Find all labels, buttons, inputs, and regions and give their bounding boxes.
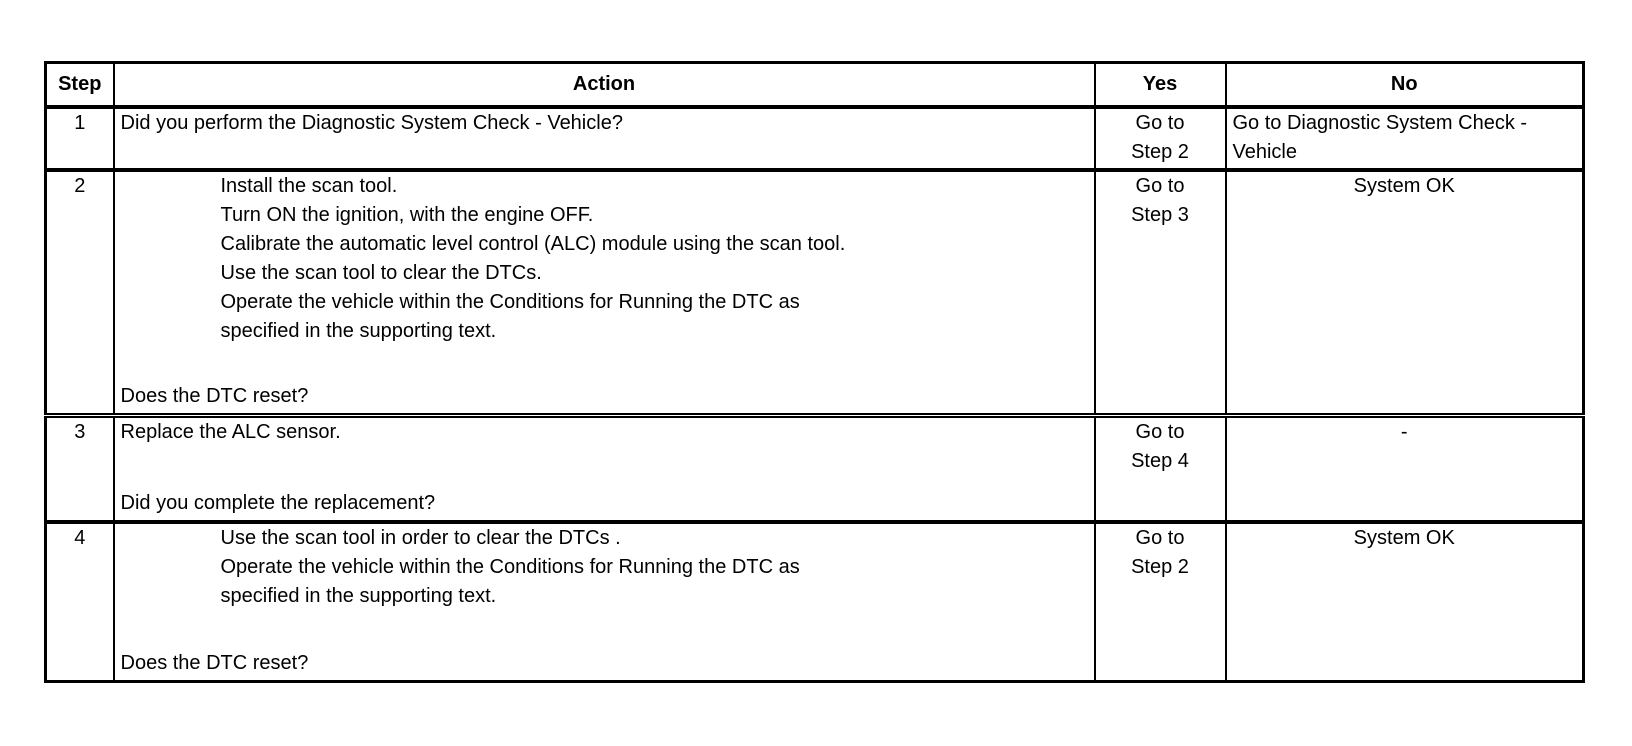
action-cell <box>114 522 1095 682</box>
action-item: Calibrate the automatic level control (ALC) module using the scan tool. <box>220 233 846 255</box>
no-cell: System OK <box>1226 170 1584 416</box>
action-item: Use the scan tool in order to clear the DTCs . <box>220 527 621 549</box>
yes-cell <box>1095 107 1226 170</box>
action-item: Operate the vehicle within the Conditions for Running the DTC as <box>220 291 800 313</box>
yes-line: Go to <box>1135 527 1185 549</box>
action-item: Operate the vehicle within the Conditions for Running the DTC as <box>220 556 800 578</box>
table-row <box>46 170 1584 416</box>
action-cell <box>114 107 1095 170</box>
action-question: Did you perform the Diagnostic System Check - Vehicle? <box>120 112 623 134</box>
step-number: 2 <box>46 170 114 416</box>
no-cell: - <box>1226 416 1584 523</box>
yes-line: Step 4 <box>1131 450 1189 472</box>
yes-line: Step 2 <box>1131 141 1189 163</box>
yes-cell <box>1095 170 1226 416</box>
yes-line: Go to <box>1135 421 1185 443</box>
no-line: Vehicle <box>1232 141 1297 163</box>
header-step: Step <box>46 63 114 108</box>
action-cell <box>114 416 1095 523</box>
step-number: 1 <box>46 107 114 170</box>
action-cell <box>114 170 1095 416</box>
table-row <box>46 416 1584 523</box>
yes-cell <box>1095 416 1226 523</box>
header-yes: Yes <box>1095 63 1226 108</box>
action-text: Replace the ALC sensor. <box>120 421 341 443</box>
diagnostic-table <box>44 61 1585 683</box>
action-list <box>121 524 1088 611</box>
action-item: Install the scan tool. <box>220 175 398 197</box>
action-question: Does the DTC reset? <box>120 652 309 674</box>
no-line: Go to Diagnostic System Check - <box>1232 112 1528 134</box>
table-row <box>46 107 1584 170</box>
yes-line: Step 3 <box>1131 204 1189 226</box>
action-item: specified in the supporting text. <box>220 320 497 342</box>
table-row <box>46 522 1584 682</box>
no-cell <box>1226 107 1584 170</box>
yes-cell <box>1095 522 1226 682</box>
header-row <box>46 63 1584 108</box>
header-no: No <box>1226 63 1584 108</box>
no-cell: System OK <box>1226 522 1584 682</box>
yes-line: Step 2 <box>1131 556 1189 578</box>
action-question: Did you complete the replacement? <box>120 492 436 514</box>
step-number: 3 <box>46 416 114 523</box>
header-action: Action <box>114 63 1095 108</box>
action-item: Turn ON the ignition, with the engine OFF. <box>220 204 594 226</box>
action-question: Does the DTC reset? <box>120 385 309 407</box>
yes-line: Go to <box>1135 175 1185 197</box>
step-number: 4 <box>46 522 114 682</box>
yes-line: Go to <box>1135 112 1185 134</box>
action-item: Use the scan tool to clear the DTCs. <box>220 262 542 284</box>
action-list <box>121 172 1088 346</box>
action-item: specified in the supporting text. <box>220 585 497 607</box>
